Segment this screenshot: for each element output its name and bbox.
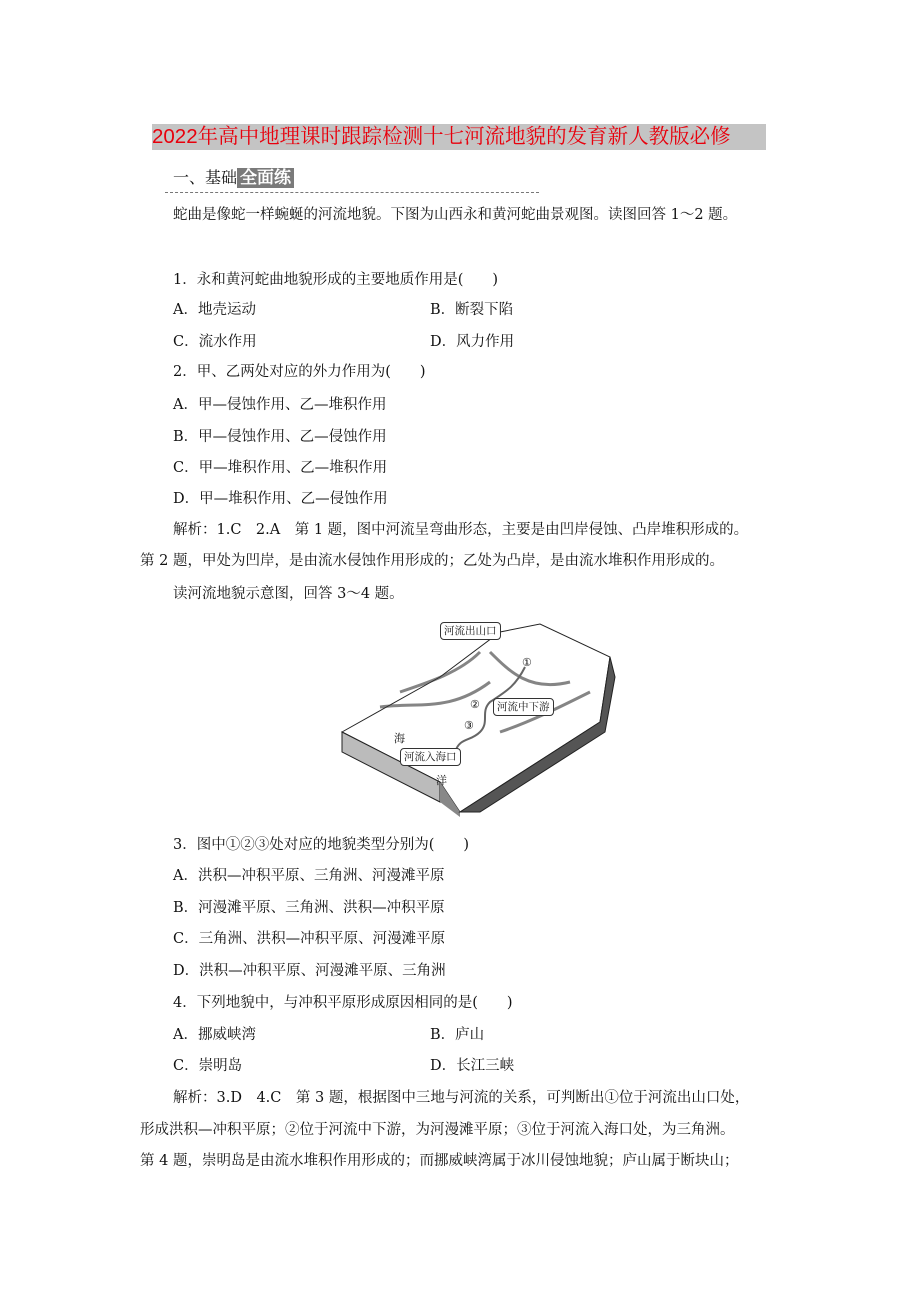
analysis-2-line-3: 第 4 题，崇明岛是由流水堆积作用形成的；而挪威峡湾属于冰川侵蚀地貌；庐山属于断块山； — [140, 1153, 739, 1169]
question-2: 2．甲、乙两处对应的外力作用为( ) — [173, 364, 426, 380]
q4-option-a: A．挪威峡湾 — [173, 1027, 256, 1043]
q3-option-d: D．洪积—冲积平原、河漫滩平原、三角洲 — [173, 963, 446, 979]
analysis-1-line-1: 解析：1.C 2.A 第 1 题，图中河流呈弯曲形态，主要是由凹岸侵蚀、凸岸堆积形成的。 — [173, 522, 749, 538]
sea-label: 海 — [394, 732, 405, 745]
q1-option-d: D．风力作用 — [430, 334, 515, 350]
section-prefix: 一、基础 — [173, 168, 238, 187]
q4-option-b: B．庐山 — [430, 1027, 485, 1043]
q4-option-d: D．长江三峡 — [430, 1058, 515, 1074]
analysis-2-line-1: 解析：3.D 4.C 第 3 题，根据图中三地与河流的关系，可判断出①位于河流出山口处， — [173, 1090, 750, 1106]
marker-2: ② — [470, 698, 480, 711]
river-landform-diagram — [340, 612, 620, 817]
section-divider — [165, 192, 539, 193]
q1-option-a: A．地壳运动 — [173, 302, 256, 318]
section-highlight: 全面练 — [237, 168, 294, 188]
question-3: 3．图中①②③处对应的地貌类型分别为( ) — [173, 837, 470, 853]
label-river-mouth: 河流入海口 — [400, 748, 461, 766]
marker-3: ③ — [464, 719, 474, 732]
analysis-1-line-2: 第 2 题，甲处为凹岸，是由流水侵蚀作用形成的；乙处为凸岸，是由流水堆积作用形成的。 — [140, 553, 724, 569]
analysis-2-line-2: 形成洪积—冲积平原；②位于河流中下游，为河漫滩平原；③位于河流入海口处，为三角洲。 — [140, 1122, 735, 1138]
section-heading — [173, 166, 294, 190]
question-4: 4．下列地貌中，与冲积平原形成原因相同的是( ) — [173, 995, 513, 1011]
question-1: 1．永和黄河蛇曲地貌形成的主要地质作用是( ) — [173, 272, 499, 288]
q2-option-b: B．甲—侵蚀作用、乙—侵蚀作用 — [173, 429, 387, 445]
q4-option-c: C．崇明岛 — [173, 1058, 243, 1074]
q2-option-c: C．甲—堆积作用、乙—堆积作用 — [173, 460, 388, 476]
q1-option-c: C．流水作用 — [173, 334, 257, 350]
document-title: 2022年高中地理课时跟踪检测十七河流地貌的发育新人教版必修 — [152, 124, 766, 150]
q3-option-b: B．河漫滩平原、三角洲、洪积—冲积平原 — [173, 900, 445, 916]
label-river-mid-lower: 河流中下游 — [493, 698, 554, 716]
marker-1: ① — [522, 656, 532, 669]
ocean-label: 洋 — [436, 774, 447, 787]
q3-option-c: C．三角洲、洪积—冲积平原、河漫滩平原 — [173, 931, 446, 947]
intro-2-text: 读河流地貌示意图，回答 3～4 题。 — [173, 586, 404, 602]
intro-text: 蛇曲是像蛇一样蜿蜒的河流地貌。下图为山西永和黄河蛇曲景观图。读图回答 1～2 题。 — [173, 207, 738, 223]
q1-option-b: B．断裂下陷 — [430, 302, 514, 318]
terrain-block-illustration — [340, 612, 620, 817]
label-river-mountain-exit: 河流出山口 — [440, 622, 501, 640]
q2-option-a: A．甲—侵蚀作用、乙—堆积作用 — [173, 397, 387, 413]
q2-option-d: D．甲—堆积作用、乙—侵蚀作用 — [173, 491, 388, 507]
q3-option-a: A．洪积—冲积平原、三角洲、河漫滩平原 — [173, 868, 445, 884]
